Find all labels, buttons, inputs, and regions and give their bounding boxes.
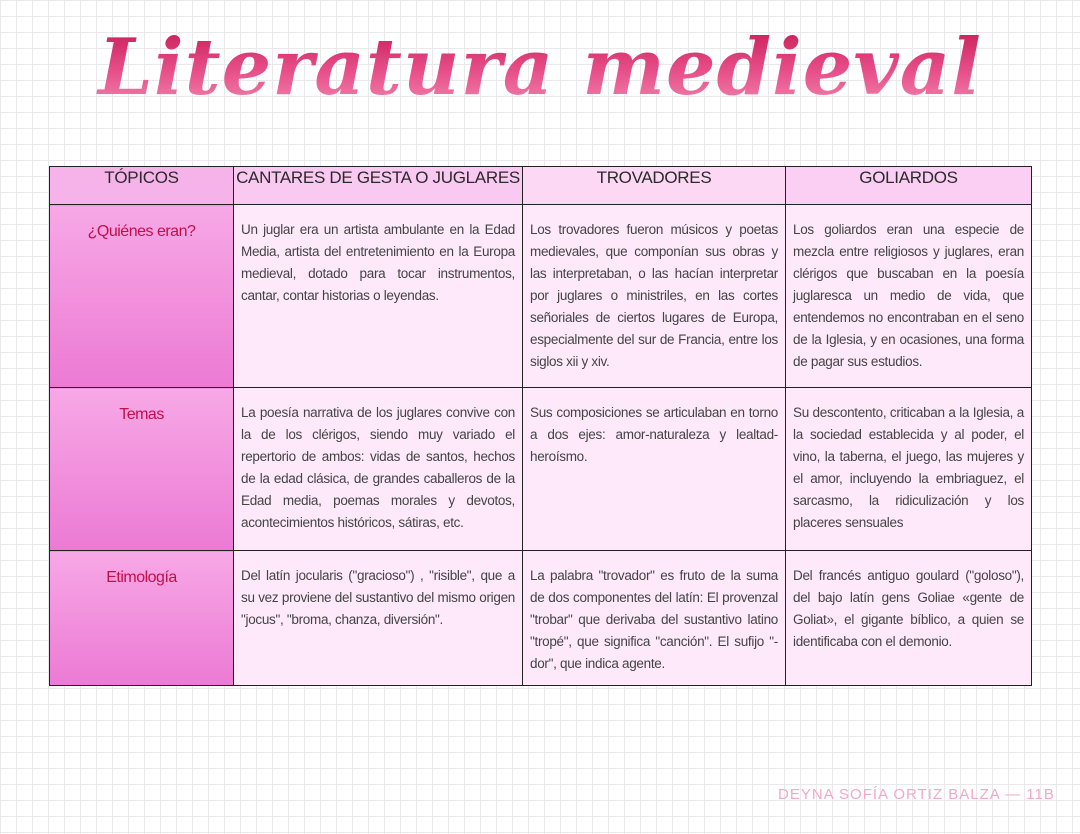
table-cell: Sus composiciones se articulaban en torno a dos ejes: amor-naturaleza y lealtad-heroísmo. <box>523 388 786 551</box>
table-cell: La palabra "trovador" es fruto de la suma de dos componentes del latín: El provenzal "trobar" que derivaba del sustantivo latino "tropé", que significa "canción". El sufijo "-dor", que indica agente. <box>523 551 786 686</box>
table-cell: Su descontento, criticaban a la Iglesia, a la sociedad establecida y al poder, el vino, la taberna, el juego, las mujeres y el amor, incluyendo la embriaguez, el sarcasmo, la ridiculización y los placeres sensuales <box>786 388 1032 551</box>
table-cell: Del latín jocularis ("gracioso") , "risible", que a su vez proviene del sustantivo del mismo origen "jocus", "broma, chanza, diversión". <box>234 551 523 686</box>
author-credit: DEYNA SOFÍA ORTIZ BALZA — 11B <box>778 786 1055 803</box>
header-topicos: TÓPICOS <box>50 167 234 205</box>
table-cell: Los trovadores fueron músicos y poetas medievales, que componían sus obras y las interpretaban, o las hacían interpretar por juglares o ministriles, en las cortes señoriales de ciertos lugares de Europa, especialmente del sur de Francia, entre los siglos xii y xiv. <box>523 205 786 388</box>
table-header-row <box>50 167 1032 205</box>
table-row <box>50 388 1032 551</box>
row-topic: ¿Quiénes eran? <box>50 205 234 388</box>
header-trovadores: TROVADORES <box>523 167 786 205</box>
table-row <box>50 551 1032 686</box>
row-topic: Etimología <box>50 551 234 686</box>
header-goliardos: GOLIARDOS <box>786 167 1032 205</box>
table-cell: Los goliardos eran una especie de mezcla entre religiosos y juglares, eran clérigos que buscaban en la poesía juglaresca un medio de vida, que entendemos no encontraban en el seno de la Iglesia, y en ocasiones, una forma de pagar sus estudios. <box>786 205 1032 388</box>
table-cell: Un juglar era un artista ambulante en la Edad Media, artista del entretenimiento en la Europa medieval, dotado para tocar instrumentos, cantar, contar historias o leyendas. <box>234 205 523 388</box>
header-juglares: CANTARES DE GESTA O JUGLARES <box>234 167 523 205</box>
table-row <box>50 205 1032 388</box>
table-cell: La poesía narrativa de los juglares convive con la de los clérigos, siendo muy variado el repertorio de ambos: vidas de santos, hechos de la edad clásica, de grandes caballeros de la Edad media, poemas morales y devotos, acontecimientos históricos, sátiras, etc. <box>234 388 523 551</box>
page-title: Literatura medieval <box>0 22 1080 113</box>
row-topic: Temas <box>50 388 234 551</box>
comparison-table <box>49 166 1032 686</box>
table-cell: Del francés antiguo goulard ("goloso"), del bajo latín gens Goliae «gente de Goliat», el gigante bíblico, a quien se identificaba con el demonio. <box>786 551 1032 686</box>
